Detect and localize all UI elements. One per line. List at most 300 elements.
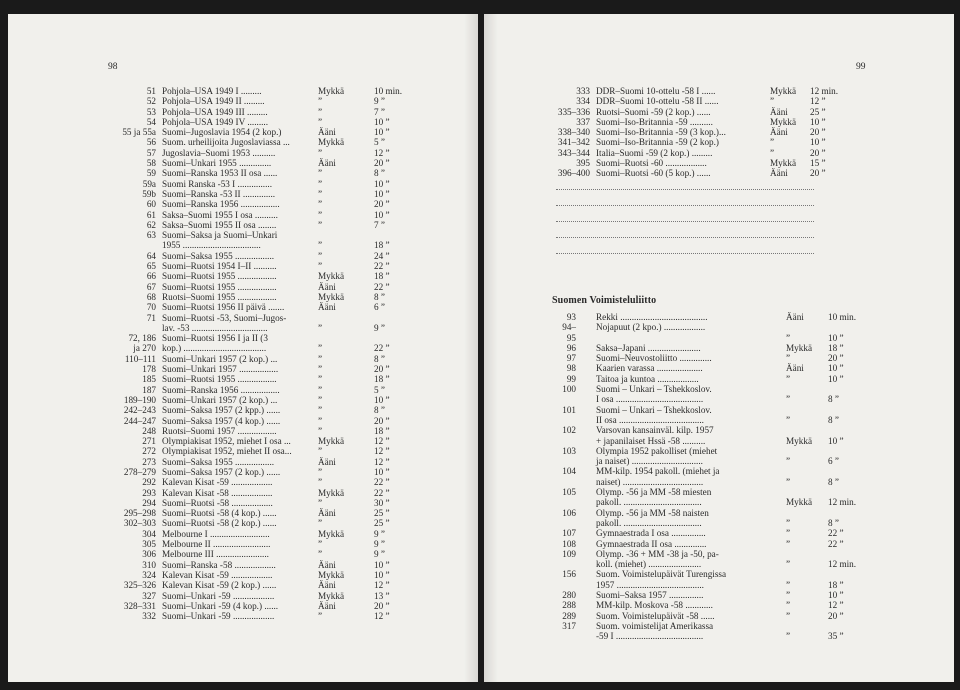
list-item <box>106 570 422 580</box>
item-number: 244–247 <box>123 415 156 426</box>
list-item <box>556 539 896 549</box>
item-sound: ” <box>318 394 323 405</box>
item-duration: 12 ” <box>374 611 390 622</box>
list-item <box>106 477 422 487</box>
item-number: 102 <box>562 425 576 436</box>
item-duration: 10 ” <box>374 559 390 570</box>
item-duration: 12 ” <box>374 456 390 467</box>
item-sound: Ääni <box>318 127 336 138</box>
item-sound: ” <box>786 456 791 467</box>
list-item <box>106 591 422 601</box>
item-duration: 20 ” <box>374 364 390 375</box>
item-number: 343–344 <box>557 147 590 158</box>
item-title: Suomi–Ruotsi 1955 ................. <box>162 374 277 385</box>
item-sound: Ääni <box>318 281 336 292</box>
list-item <box>556 168 896 178</box>
item-sound: ” <box>770 147 775 158</box>
item-number: 288 <box>562 600 576 611</box>
item-number: 97 <box>566 353 576 364</box>
item-title: Pohjola–USA 1949 III ......... <box>162 106 268 117</box>
item-duration: 9 ” <box>374 528 385 539</box>
item-title: Nojapuut (2 kpo.) .................. <box>596 322 706 333</box>
list-item <box>556 158 896 168</box>
list-item <box>106 210 422 220</box>
item-duration: 13 ” <box>374 590 390 601</box>
item-duration: 18 ” <box>374 425 390 436</box>
item-sound: ” <box>318 425 323 436</box>
item-sound: ” <box>318 353 323 364</box>
item-title: Kalevan Kisat -59 .................. <box>162 569 273 580</box>
item-number: 293 <box>142 487 156 498</box>
item-number: 59 <box>146 168 156 179</box>
list-item <box>556 611 896 621</box>
item-sound: ” <box>786 353 791 364</box>
item-duration: 10 ” <box>828 373 844 384</box>
gutter-shadow <box>484 14 498 682</box>
list-item <box>556 508 896 529</box>
list-item <box>106 96 422 106</box>
item-duration: 10 ” <box>374 209 390 220</box>
list-item <box>106 426 422 436</box>
list-item <box>106 385 422 395</box>
item-number: 327 <box>142 590 156 601</box>
item-duration: 5 ” <box>374 137 385 148</box>
item-duration: 10 ” <box>810 137 826 148</box>
item-title: Italia–Suomi -59 (2 kop.) ......... <box>596 147 713 158</box>
item-duration: 6 ” <box>828 456 839 467</box>
item-sound: Mykkä <box>786 342 813 353</box>
list-item <box>556 363 896 373</box>
item-title: Ruotsi–Suomi 1955 ................. <box>162 291 277 302</box>
item-sound: Mykkä <box>770 158 797 169</box>
film-list-left <box>106 86 422 621</box>
item-duration: 20 ” <box>810 147 826 158</box>
item-title: Suomi–Ranska 1956 ................. <box>162 384 280 395</box>
item-number: 61 <box>146 209 156 220</box>
item-title: Pohjola–USA 1949 IV ......... <box>162 116 269 127</box>
item-title: Suomi–Saksa 1955 ................. <box>162 250 275 261</box>
item-duration: 8 ” <box>828 394 839 405</box>
item-title: Kaarien varassa .................... <box>596 363 703 374</box>
item-number: 62 <box>146 219 156 230</box>
item-duration: 30 ” <box>374 497 390 508</box>
item-title: Suomi – Unkari – Tshekkoslov. I osa ...................................... <box>596 384 712 405</box>
item-sound: Mykkä <box>318 291 345 302</box>
item-sound: ” <box>786 528 791 539</box>
item-number: 178 <box>142 364 156 375</box>
list-item <box>106 446 422 456</box>
item-sound: Mykkä <box>318 487 345 498</box>
item-title: Jugoslavia–Suomi 1953 .......... <box>162 147 276 158</box>
list-item <box>106 601 422 611</box>
item-number: 96 <box>566 342 576 353</box>
item-duration: 9 ” <box>374 322 385 333</box>
item-sound: Ääni <box>786 312 804 322</box>
item-number: 187 <box>142 384 156 395</box>
list-item <box>106 508 422 518</box>
list-item <box>106 488 422 498</box>
section-title: Suomen Voimisteluliitto <box>552 295 657 306</box>
item-sound: ” <box>770 96 775 107</box>
item-duration: 10 ” <box>828 332 844 343</box>
item-sound: Mykkä <box>786 435 813 446</box>
item-sound: ” <box>786 559 791 570</box>
item-sound: Mykkä <box>318 590 345 601</box>
item-duration: 10 ” <box>374 116 390 127</box>
item-duration: 18 ” <box>828 579 844 590</box>
item-duration: 25 ” <box>374 518 390 529</box>
item-title: Suomi–Ranska -53 II .............. <box>162 188 276 199</box>
item-title: Olymp. -36 + MM -38 ja -50, pa- koll. (miehet) ....................... <box>596 548 719 570</box>
item-number: 278–279 <box>123 466 156 477</box>
item-duration: 10 ” <box>828 435 844 446</box>
item-sound: ” <box>786 579 791 590</box>
item-number: 337 <box>576 116 590 127</box>
item-duration: 35 ” <box>828 631 844 642</box>
item-sound: ” <box>770 137 775 148</box>
item-sound: ” <box>318 322 323 333</box>
item-title: Suomi–Saksa 1957 (2 kop.) ...... <box>162 466 281 477</box>
item-number: 333 <box>576 86 590 96</box>
gutter-shadow <box>464 14 478 682</box>
item-sound: ” <box>318 96 323 107</box>
item-number: 72, 186 ja 270 <box>128 333 156 354</box>
item-number: 396–400 <box>557 168 590 179</box>
item-number: 105 <box>562 487 576 498</box>
item-sound: Ääni <box>770 168 788 179</box>
item-sound: ” <box>318 116 323 127</box>
item-number: 106 <box>562 507 576 518</box>
item-duration: 20 ” <box>828 610 844 621</box>
item-title: Taitoa ja kuntoa .................. <box>596 373 699 384</box>
item-sound: Mykkä <box>318 569 345 580</box>
item-duration: 7 ” <box>374 219 385 230</box>
item-number: 107 <box>562 528 576 539</box>
item-title: Pohjola–USA 1949 II ......... <box>162 96 265 107</box>
item-number: 104 <box>562 466 576 477</box>
item-title: Suomi–Neuvostoliitto .............. <box>596 353 712 364</box>
item-title: Suomi Ranska -53 I ............... <box>162 178 272 189</box>
list-item <box>556 528 896 538</box>
item-title: Suomi–Ranska -58 .................. <box>162 559 276 570</box>
item-title: Suomi–Iso-Britannia -59 (3 kop.)... <box>596 127 726 138</box>
item-title: Suomi–Ruotsi -58 (2 kop.) ...... <box>162 518 277 529</box>
item-title: Suomi–Ruotsi 1955 ................. <box>162 271 277 282</box>
item-number: 325–326 <box>123 580 156 591</box>
item-title: Suom. urheilijoita Jugoslaviassa ... <box>162 137 290 148</box>
item-duration: 18 ” <box>828 342 844 353</box>
list-item <box>556 137 896 147</box>
item-title: Varsovan kansainväl. kilp. 1957 + japanilaiset Hssä -58 .......... <box>596 425 714 446</box>
list-item <box>106 107 422 117</box>
dotted-line <box>556 253 814 254</box>
item-sound: ” <box>318 415 323 426</box>
list-item <box>106 137 422 147</box>
item-number: 295–298 <box>123 508 156 519</box>
list-item <box>106 395 422 405</box>
item-number: 185 <box>142 374 156 385</box>
item-sound: Mykkä <box>786 497 813 508</box>
item-sound: Mykkä <box>318 137 345 148</box>
item-number: 328–331 <box>123 600 156 611</box>
item-title: Melbourne II ......................... <box>162 539 271 550</box>
item-sound: Ääni <box>318 600 336 611</box>
item-title: Suomi–Saksa ja Suomi–Unkari 1955 .................................. <box>162 230 278 251</box>
item-number: 310 <box>142 559 156 570</box>
item-sound: Mykkä <box>318 86 345 96</box>
item-sound: ” <box>786 631 791 642</box>
dotted-line <box>556 205 814 206</box>
item-number: 248 <box>142 425 156 436</box>
item-sound: ” <box>318 477 323 488</box>
item-duration: 22 ” <box>374 477 390 488</box>
item-number: 54 <box>146 116 156 127</box>
item-title: Saksa–Suomi 1955 II osa ........ <box>162 219 277 230</box>
item-duration: 18 ” <box>374 271 390 282</box>
item-title: Kalevan Kisat -58 .................. <box>162 487 273 498</box>
item-title: Olympiakisat 1952, miehet II osa... <box>162 446 292 457</box>
item-title: MM-kilp. Moskova -58 ............ <box>596 600 713 611</box>
item-number: 71 <box>146 312 156 323</box>
item-duration: 12 ” <box>374 580 390 591</box>
list-item <box>556 312 896 322</box>
item-number: 317 <box>562 620 576 631</box>
item-duration: 18 ” <box>374 374 390 385</box>
item-title: Suomi–Unkari -59 .................. <box>162 590 275 601</box>
item-number: 57 <box>146 147 156 158</box>
list-item <box>556 621 896 642</box>
list-item <box>106 529 422 539</box>
item-title: DDR–Suomi 10-ottelu -58 I ...... <box>596 86 716 96</box>
item-duration: 20 ” <box>810 168 826 179</box>
item-number: 109 <box>562 548 576 559</box>
item-duration: 5 ” <box>374 384 385 395</box>
item-number: 66 <box>146 271 156 282</box>
list-item <box>106 333 422 354</box>
item-sound: ” <box>318 106 323 117</box>
item-duration: 12 ” <box>374 446 390 457</box>
item-sound: ” <box>318 497 323 508</box>
item-title: Suomi–Ruotsi -58 .................. <box>162 497 273 508</box>
item-number: 55 ja 55a <box>122 127 156 138</box>
dotted-line <box>556 189 814 190</box>
item-duration: 10 ” <box>374 188 390 199</box>
item-duration: 8 ” <box>374 168 385 179</box>
item-sound: ” <box>318 539 323 550</box>
item-sound: ” <box>786 600 791 611</box>
item-number: 59a <box>142 178 156 189</box>
list-item <box>106 86 422 96</box>
item-number: 63 <box>146 230 156 241</box>
item-sound: Ääni <box>318 456 336 467</box>
list-item <box>106 467 422 477</box>
list-item <box>556 569 896 590</box>
item-duration: 9 ” <box>374 549 385 560</box>
item-title: Suomi–Unkari 1957 (2 kop.) ... <box>162 394 278 405</box>
film-list-right <box>556 86 896 179</box>
item-duration: 12 ” <box>374 147 390 158</box>
item-sound: ” <box>318 374 323 385</box>
item-number: 51 <box>146 86 156 96</box>
item-duration: 10 ” <box>374 466 390 477</box>
item-sound: ” <box>318 219 323 230</box>
list-item <box>106 148 422 158</box>
item-number: 302–303 <box>123 518 156 529</box>
item-duration: 10 ” <box>828 363 844 374</box>
item-number: 335–336 <box>557 106 590 117</box>
item-duration: 12 ” <box>828 600 844 611</box>
list-item <box>106 251 422 261</box>
item-number: 289 <box>562 610 576 621</box>
item-sound: ” <box>786 332 791 343</box>
item-sound: ” <box>318 364 323 375</box>
list-item <box>106 127 422 137</box>
item-title: Olymp. -56 ja MM -58 miesten pakoll. .................................. <box>596 487 712 508</box>
item-number: 272 <box>142 446 156 457</box>
item-sound: ” <box>786 394 791 405</box>
list-item <box>556 117 896 127</box>
item-number: 98 <box>566 363 576 374</box>
item-title: Melbourne III ....................... <box>162 549 269 560</box>
item-duration: 10 min. <box>374 86 403 96</box>
item-duration: 25 ” <box>810 106 826 117</box>
item-title: Saksa–Suomi 1955 I osa .......... <box>162 209 278 220</box>
item-sound: Mykkä <box>770 116 797 127</box>
list-item <box>106 580 422 590</box>
item-number: 242–243 <box>123 405 156 416</box>
item-title: Suom. voimistelijat Amerikassa -59 I ...................................... <box>596 620 714 642</box>
item-number: 64 <box>146 250 156 261</box>
left-page <box>8 14 478 682</box>
item-number: 273 <box>142 456 156 467</box>
item-number: 324 <box>142 569 156 580</box>
item-number: 294 <box>142 497 156 508</box>
list-item <box>106 436 422 446</box>
item-title: Suomi–Unkari 1957 ................. <box>162 364 279 375</box>
item-title: Suom. Voimistelupäivät -58 ...... <box>596 610 715 621</box>
list-item <box>556 405 896 426</box>
item-number: 58 <box>146 158 156 169</box>
list-item <box>106 405 422 415</box>
list-item <box>106 611 422 621</box>
list-item <box>106 199 422 209</box>
item-duration: 10 ” <box>374 178 390 189</box>
list-item <box>556 96 896 106</box>
item-title: Suomi–Ruotsi 1956 I ja II (3 kop.) .................................... <box>162 333 268 354</box>
item-title: Olympiakisat 1952, miehet I osa ... <box>162 436 291 447</box>
list-item <box>556 343 896 353</box>
item-title: Suomi–Ranska 1953 II osa ...... <box>162 168 278 179</box>
item-title: Suomi–Ruotsi -53, Suomi–Jugos- lav. -53 ................................. <box>162 312 287 333</box>
list-item <box>556 148 896 158</box>
item-title: Olympia 1952 pakolliset (miehet ja naiset) ............................... <box>596 445 718 467</box>
item-title: Ruotsi–Suomi -59 (2 kop.) ...... <box>596 106 711 117</box>
item-sound: ” <box>786 610 791 621</box>
item-sound: ” <box>786 414 791 425</box>
list-item <box>106 271 422 281</box>
item-number: 341–342 <box>557 137 590 148</box>
item-number: 94–95 <box>562 322 576 343</box>
item-sound: Ääni <box>318 559 336 570</box>
list-item <box>106 292 422 302</box>
item-duration: 10 ” <box>810 116 826 127</box>
item-sound: ” <box>318 549 323 560</box>
item-title: Suomi–Unkari 1955 .............. <box>162 158 272 169</box>
list-item <box>556 107 896 117</box>
list-item <box>106 498 422 508</box>
item-number: 110–111 <box>124 353 156 364</box>
item-duration: 22 ” <box>828 538 844 549</box>
item-duration: 12 ” <box>810 96 826 107</box>
item-title: Suomi–Ruotsi -58 (4 kop.) ...... <box>162 508 277 519</box>
item-sound: Mykkä <box>318 528 345 539</box>
list-item <box>106 220 422 230</box>
item-number: 108 <box>562 538 576 549</box>
item-sound: Ääni <box>770 106 788 117</box>
film-list-voimisteluliitto <box>556 312 896 642</box>
item-title: DDR–Suomi 10-ottelu -58 II ...... <box>596 96 719 107</box>
item-number: 338–340 <box>557 127 590 138</box>
item-duration: 8 ” <box>828 476 839 487</box>
item-duration: 12 min. <box>810 86 839 96</box>
page-number-left: 98 <box>108 62 118 72</box>
item-sound: Ääni <box>318 580 336 591</box>
item-number: 93 <box>566 312 576 322</box>
item-title: Suomi–Iso-Britannia -59 (2 kop.) <box>596 137 719 148</box>
list-item <box>106 364 422 374</box>
item-title: Suomi–Ruotsi 1955 ................. <box>162 281 277 292</box>
item-title: Suomi–Ranska 1956 ................. <box>162 199 280 210</box>
item-title: Suomi–Unkari -59 .................. <box>162 611 275 622</box>
list-item <box>556 466 896 487</box>
item-duration: 25 ” <box>374 508 390 519</box>
item-sound: ” <box>318 405 323 416</box>
item-duration: 24 ” <box>374 250 390 261</box>
item-number: 332 <box>142 611 156 622</box>
list-item <box>106 158 422 168</box>
list-item <box>556 353 896 363</box>
item-sound: Ääni <box>318 158 336 169</box>
list-item <box>106 302 422 312</box>
item-sound: Mykkä <box>770 86 797 96</box>
item-sound: ” <box>318 446 323 457</box>
item-duration: 8 ” <box>374 353 385 364</box>
list-item <box>556 487 896 508</box>
item-number: 306 <box>142 549 156 560</box>
dotted-line <box>556 221 814 222</box>
item-title: Suomi–Ruotsi 1956 II päivä ....... <box>162 302 285 313</box>
item-sound: ” <box>318 466 323 477</box>
item-duration: 9 ” <box>374 539 385 550</box>
list-item <box>556 446 896 467</box>
item-number: 334 <box>576 96 590 107</box>
item-duration: 15 ” <box>810 158 826 169</box>
item-duration: 22 ” <box>828 528 844 539</box>
item-duration: 8 ” <box>374 291 385 302</box>
item-duration: 22 ” <box>374 487 390 498</box>
item-title: Saksa–Japani ....................... <box>596 342 701 353</box>
item-title: Kalevan Kisat -59 .................. <box>162 477 273 488</box>
item-number: 156 <box>562 569 576 580</box>
list-item <box>106 549 422 559</box>
item-duration: 10 ” <box>828 590 844 601</box>
item-number: 305 <box>142 539 156 550</box>
item-number: 68 <box>146 291 156 302</box>
item-title: Melbourne I .......................... <box>162 528 270 539</box>
item-title: Suomi–Iso-Britannia -59 .......... <box>596 116 713 127</box>
item-duration: 6 ” <box>374 302 385 313</box>
item-duration: 22 ” <box>374 343 390 354</box>
